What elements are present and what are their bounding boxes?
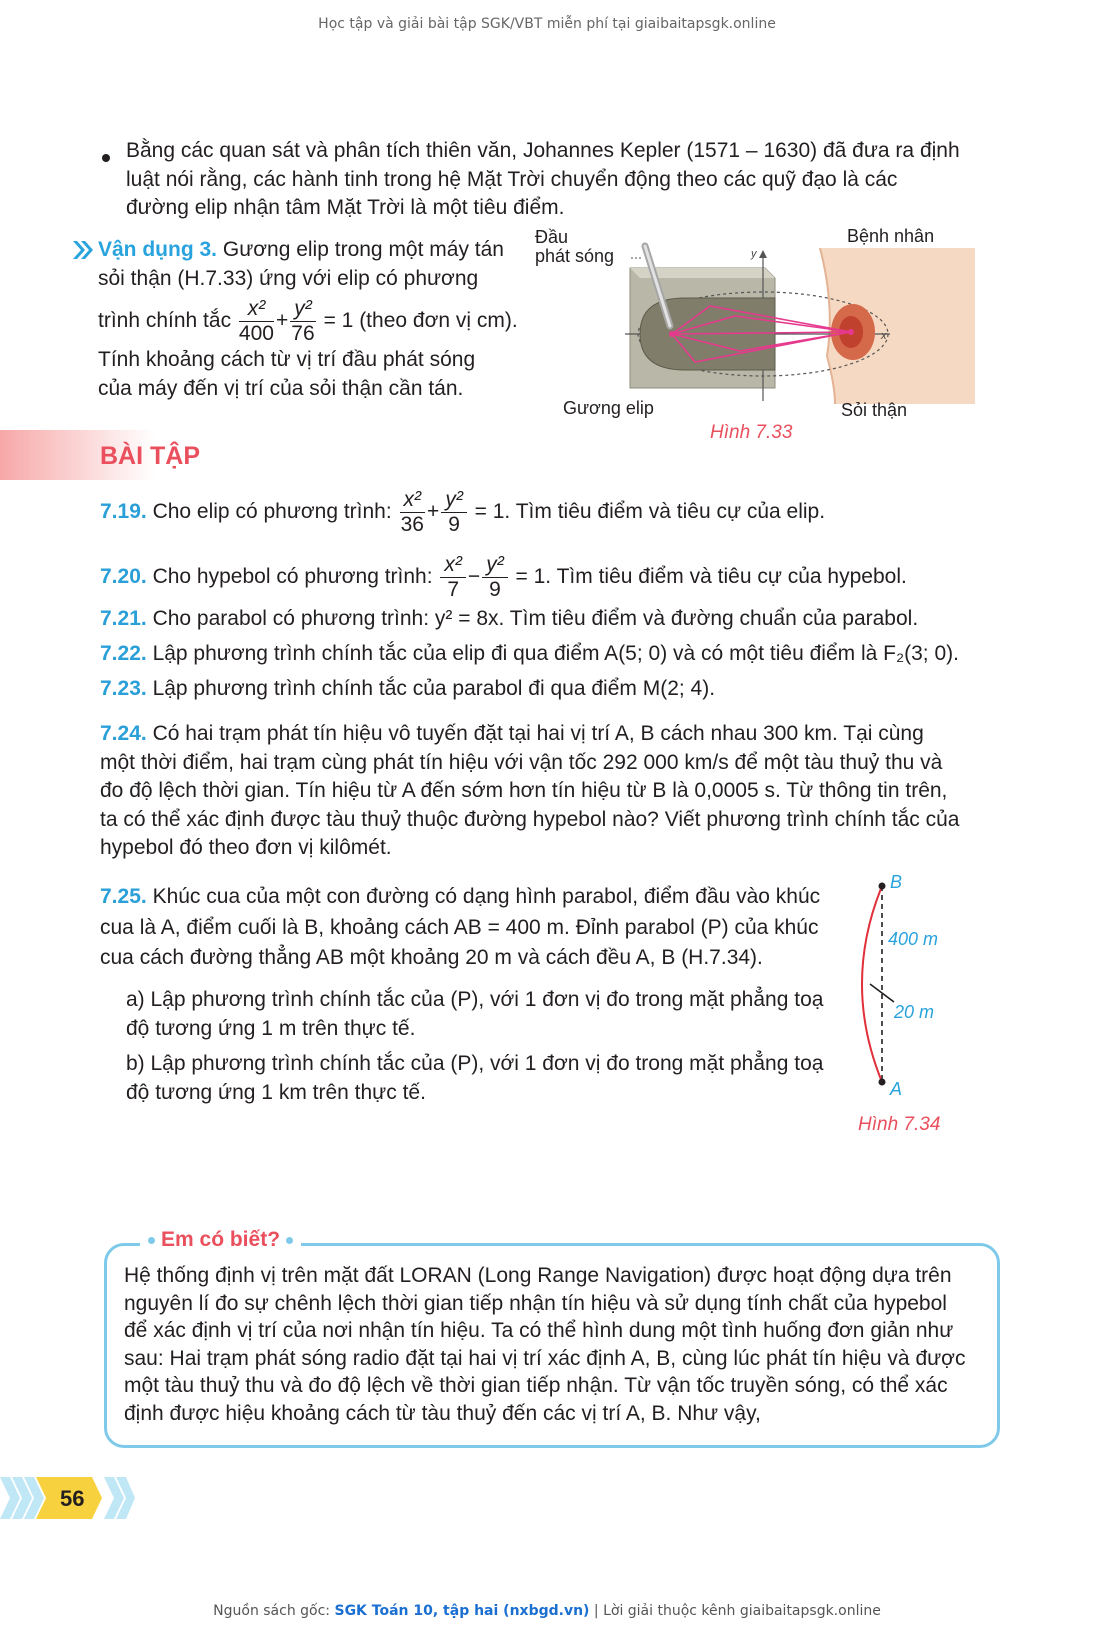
frac-num: y²	[482, 553, 508, 578]
frac-den: 7	[447, 578, 460, 601]
plus-sign: +	[275, 309, 289, 333]
label-B: B	[890, 872, 903, 892]
exercise-number: 7.23.	[100, 677, 147, 700]
section-title: BÀI TẬP	[100, 442, 200, 470]
bullet-icon	[100, 152, 112, 164]
van-dung-line3-pre: trình chính tắc	[98, 309, 232, 333]
fraction-y2-76	[290, 297, 316, 346]
label-source	[535, 228, 614, 266]
exercise-number: 7.25.	[100, 885, 147, 908]
exercise-number: 7.21.	[100, 607, 147, 630]
info-box-text: Hệ thống định vị trên mặt đất LORAN (Long Range Navigation) được hoạt động dựa trên nguyên lí đo sự chênh lệch thời gian tiếp nhận tín hiệu và sử dụng tính chất của hypebol để xác định vị trí của nơi nhận tín hiệu. Ta có thể hình dung một tình huống đơn giản như sau: Hai trạm phát sóng radio đặt tại hai vị trí xác định A, B, cùng lúc phát tín hiệu và được một tàu thuỷ thu và đo độ lệch về thời gian tiếp nhận. Từ vận tốc truyền sóng, có thể xác định được hiệu khoảng cách từ tàu thuỷ đến các vị trí A, B. Như vậy,	[124, 1264, 966, 1425]
frac-num: x²	[440, 553, 466, 578]
label-400m: 400 m	[888, 929, 939, 949]
exercise-text-post: = 1. Tìm tiêu điểm và tiêu cự của hypebol.	[515, 565, 907, 589]
frac-den: 400	[238, 322, 274, 345]
figure-caption-7-33: Hình 7.33	[710, 422, 793, 443]
operator: −	[467, 565, 481, 589]
frac-den: 9	[448, 513, 460, 536]
label-stone: Sỏi thận	[841, 400, 908, 420]
header-note: Học tập và giải bài tập SGK/VBT miễn phí tại giaibaitapsgk.online	[318, 16, 776, 32]
label-source-line2: phát sóng	[535, 246, 615, 266]
exercise-text: Cho elip có phương trình:	[152, 500, 392, 524]
exercise-text: Khúc cua của một con đường có dạng hình parabol, điểm đầu vào khúc cua là A, điểm cuối là B, khoảng cách AB = 400 m. Đỉnh parabol (P) của khúc cua cách đường thẳng AB một khoảng 20 m và cách đều A, B (H.7.34).	[100, 885, 821, 969]
exercise-7-21	[100, 605, 980, 634]
frac-num: y²	[290, 297, 316, 322]
exercise-text: Cho hypebol có phương trình:	[152, 565, 433, 589]
exercise-7-25	[100, 882, 830, 974]
dot-icon	[286, 1237, 293, 1244]
van-dung-line2: sỏi thận (H.7.33) ứng với elip có phương	[98, 266, 479, 290]
frac-num: y²	[441, 488, 467, 513]
van-dung-line5: của máy đến vị trí của sỏi thận cần tán.	[98, 376, 464, 400]
footer-post: | Lời giải thuộc kênh giaibaitapsgk.online	[593, 1603, 881, 1619]
exercise-7-20	[100, 553, 980, 602]
info-box-title-wrap	[140, 1228, 301, 1252]
frac-num: x²	[400, 488, 426, 513]
exercise-number: 7.22.	[100, 642, 147, 665]
dot-icon	[148, 1237, 155, 1244]
exercise-7-25-part-b: b) Lập phương trình chính tắc của (P), với 1 đơn vị đo trong mặt phẳng toạ độ tương ứng 1 km trên thực tế.	[126, 1052, 824, 1104]
info-box-title: Em có biết?	[161, 1228, 281, 1251]
exercise-text: Cho parabol có phương trình: y² = 8x. Tìm tiêu điểm và đường chuẩn của parabol.	[152, 607, 919, 630]
exercise-7-22	[100, 640, 980, 669]
exercise-7-23	[100, 675, 980, 704]
exercise-7-24	[100, 720, 960, 863]
label-mirror: Gương elip	[563, 398, 654, 418]
exercise-number: 7.20.	[100, 565, 147, 589]
kepler-paragraph: Bằng các quan sát và phân tích thiên văn, Johannes Kepler (1571 – 1630) đã đưa ra định luật nói rằng, các hành tinh trong hệ Mặt Trời chuyển động theo các quỹ đạo là các đường elip nhận tâm Mặt Trời là một tiêu điểm.	[126, 139, 960, 219]
fraction-x2-400	[239, 297, 274, 346]
frac-num: x²	[239, 297, 274, 322]
label-axis-x: x	[881, 330, 887, 342]
exercise-text: Lập phương trình chính tắc của elip đi qua điểm A(5; 0) và có một tiêu điểm là F₂(3; 0).	[152, 642, 959, 665]
frac-den: 9	[489, 578, 501, 601]
figure-caption-7-34: Hình 7.34	[858, 1114, 941, 1135]
label-source-line1: Đầu	[535, 227, 569, 247]
exercise-7-19	[100, 488, 980, 537]
frac-den: 36	[400, 513, 424, 536]
exercise-number: 7.24.	[100, 722, 147, 745]
exercise-text: Lập phương trình chính tắc của parabol đi qua điểm M(2; 4).	[152, 677, 716, 700]
exercise-7-25-part-a: a) Lập phương trình chính tắc của (P), với 1 đơn vị đo trong mặt phẳng toạ độ tương ứng 1 m trên thực tế.	[126, 988, 824, 1040]
van-dung-line4: Tính khoảng cách từ vị trí đầu phát sóng	[98, 348, 476, 371]
exercise-number: 7.19.	[100, 500, 147, 524]
footer-pre: Nguồn sách gốc:	[213, 1603, 331, 1619]
van-dung-label: Vận dụng 3.	[98, 238, 218, 261]
van-dung-line1: Gương elip trong một máy tán	[222, 238, 504, 261]
figure-7-33	[535, 226, 975, 446]
parabola-curve-diagram	[850, 872, 960, 1102]
exercise-text: Có hai trạm phát tín hiệu vô tuyến đặt tại hai vị trí A, B cách nhau 300 km. Tại cùng một thời điểm, hai trạm cùng phát tín hiệu với vận tốc 292 000 km/s để một tàu thuỷ thu và đo độ lệch thời gian. Tín hiệu từ A đến sớm hơn tín hiệu từ B là 0,0005 s. Từ thông tin trên, ta có thể xác định được tàu thuỷ thuộc đường hypebol nào? Viết phương trình chính tắc của hypebol đó theo đơn vị kilômét.	[100, 722, 960, 859]
label-20m: 20 m	[894, 1002, 935, 1022]
label-A: A	[890, 1079, 903, 1099]
van-dung-block	[98, 236, 518, 403]
frac-den: 76	[291, 322, 315, 345]
label-patient: Bệnh nhân	[847, 226, 935, 246]
footer-note	[0, 1603, 1094, 1619]
label-axis-y: y	[751, 248, 757, 260]
page-number: 56	[60, 1486, 85, 1511]
exercise-text-post: = 1. Tìm tiêu điểm và tiêu cự của elip.	[474, 500, 826, 524]
operator: +	[427, 500, 440, 524]
double-chevron-icon	[72, 239, 94, 261]
figure-7-34	[850, 872, 960, 1142]
footer-source-link[interactable]: SGK Toán 10, tập hai (nxbgd.vn)	[334, 1603, 590, 1619]
van-dung-line3-post: = 1 (theo đơn vị cm).	[323, 309, 518, 333]
